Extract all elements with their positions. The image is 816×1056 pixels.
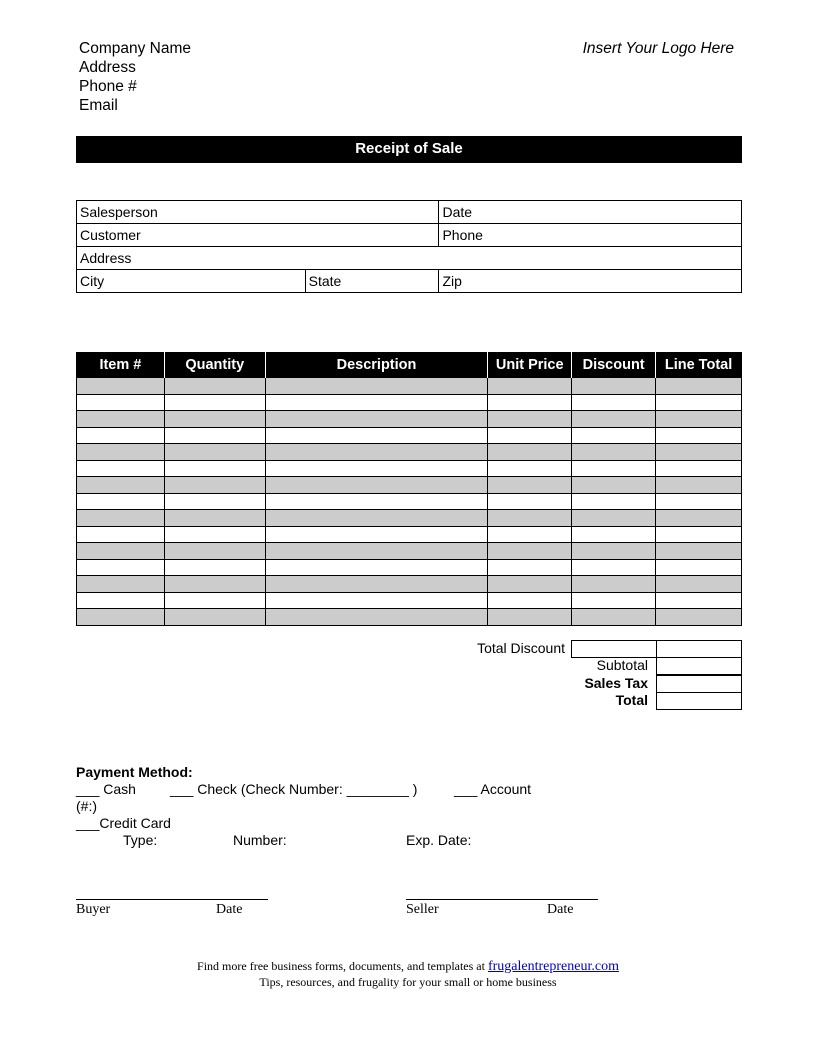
date-field[interactable]: Date (439, 201, 742, 224)
cell-unit-price[interactable] (488, 493, 572, 510)
buyer-date-label: Date (216, 902, 243, 917)
cell-description[interactable] (265, 444, 488, 461)
cell-unit-price[interactable] (488, 460, 572, 477)
company-block (79, 39, 191, 115)
items-header-row (77, 352, 742, 378)
seller-date-label: Date (547, 902, 574, 917)
cell-discount[interactable] (572, 378, 656, 395)
cell-discount[interactable] (572, 394, 656, 411)
salesperson-field[interactable]: Salesperson (77, 201, 439, 224)
cell-discount[interactable] (572, 477, 656, 494)
cell-item-number[interactable] (77, 510, 165, 527)
cell-unit-price[interactable] (488, 427, 572, 444)
seller-label: Seller (406, 902, 439, 917)
cell-description[interactable] (265, 609, 488, 626)
total-discount-label: Total Discount (477, 640, 565, 656)
cell-description[interactable] (265, 576, 488, 593)
cell-item-number[interactable] (77, 460, 165, 477)
buyer-label: Buyer (76, 902, 111, 917)
cell-discount[interactable] (572, 510, 656, 527)
table-row (77, 510, 742, 527)
table-row (77, 559, 742, 576)
footer-link[interactable]: frugalentrepreneur.com (487, 959, 619, 974)
cell-item-number[interactable] (77, 444, 165, 461)
cell-unit-price[interactable] (488, 510, 572, 527)
cell-line-total[interactable] (656, 526, 742, 543)
items-table (76, 352, 742, 626)
cell-description[interactable] (265, 394, 488, 411)
cell-line-total[interactable] (656, 411, 742, 428)
cell-quantity[interactable] (164, 592, 265, 609)
buyer-signature-line[interactable] (76, 899, 268, 900)
cell-line-total[interactable] (656, 444, 742, 461)
footer-line-2: Tips, resources, and frugality for your small or home business (259, 975, 557, 989)
table-row (77, 411, 742, 428)
company-phone: Phone # (79, 78, 137, 95)
cell-line-total[interactable] (656, 559, 742, 576)
cell-unit-price[interactable] (488, 559, 572, 576)
seller-signature-line[interactable] (406, 899, 598, 900)
table-row (77, 444, 742, 461)
cell-description[interactable] (265, 378, 488, 395)
table-row (77, 427, 742, 444)
total-value-cell[interactable] (656, 692, 742, 710)
cell-description[interactable] (265, 460, 488, 477)
table-row (77, 378, 742, 395)
table-row (77, 526, 742, 543)
subtotal-label: Subtotal (596, 657, 648, 673)
column-header-discount: Discount (572, 352, 656, 378)
cell-unit-price[interactable] (488, 609, 572, 626)
column-header-item-number: Item # (77, 352, 165, 378)
payment-credit-card-option[interactable]: ___Credit Card (76, 815, 171, 831)
cell-item-number[interactable] (77, 378, 165, 395)
cell-line-total[interactable] (656, 510, 742, 527)
customer-field[interactable]: Customer (77, 224, 439, 247)
payment-check-option[interactable]: ___ Check (Check Number: ________ ) (170, 781, 418, 797)
cell-line-total[interactable] (656, 493, 742, 510)
table-row (77, 576, 742, 593)
cell-item-number[interactable] (77, 559, 165, 576)
cell-quantity[interactable] (164, 477, 265, 494)
cell-quantity[interactable] (164, 526, 265, 543)
total-label: Total (615, 692, 648, 708)
cell-item-number[interactable] (77, 411, 165, 428)
table-row (77, 394, 742, 411)
cell-unit-price[interactable] (488, 394, 572, 411)
cell-unit-price[interactable] (488, 378, 572, 395)
cell-item-number[interactable] (77, 609, 165, 626)
cell-item-number[interactable] (77, 394, 165, 411)
credit-card-number-label: Number: (233, 832, 287, 848)
table-row (77, 543, 742, 560)
logo-placeholder: Insert Your Logo Here (582, 40, 734, 57)
document-title: Receipt of Sale (76, 136, 742, 163)
cell-description[interactable] (265, 526, 488, 543)
items-body (77, 378, 742, 626)
cell-quantity[interactable] (164, 411, 265, 428)
footer-text: Find more free business forms, documents, and templates at (197, 959, 488, 973)
column-header-line-total: Line Total (656, 352, 742, 378)
column-header-unit-price: Unit Price (488, 352, 572, 378)
cell-item-number[interactable] (77, 576, 165, 593)
city-field[interactable]: City (77, 270, 306, 293)
cell-item-number[interactable] (77, 493, 165, 510)
cell-line-total[interactable] (656, 394, 742, 411)
state-field[interactable]: State (305, 270, 439, 293)
cell-discount[interactable] (572, 576, 656, 593)
payment-method-heading: Payment Method: (76, 764, 193, 780)
cell-item-number[interactable] (77, 477, 165, 494)
cell-discount[interactable] (572, 592, 656, 609)
cell-description[interactable] (265, 427, 488, 444)
cell-quantity[interactable] (164, 444, 265, 461)
cell-line-total[interactable] (656, 427, 742, 444)
table-row (77, 477, 742, 494)
cell-unit-price[interactable] (488, 477, 572, 494)
cell-unit-price[interactable] (488, 576, 572, 593)
company-name: Company Name (79, 40, 191, 57)
cell-discount[interactable] (572, 543, 656, 560)
credit-card-type-label: Type: (123, 832, 158, 848)
cell-description[interactable] (265, 559, 488, 576)
company-email: Email (79, 97, 118, 114)
sales-tax-value-cell[interactable] (656, 675, 742, 693)
cell-item-number[interactable] (77, 526, 165, 543)
cell-discount[interactable] (572, 493, 656, 510)
cell-discount[interactable] (572, 444, 656, 461)
cell-quantity[interactable] (164, 460, 265, 477)
cell-item-number[interactable] (77, 427, 165, 444)
cell-item-number[interactable] (77, 592, 165, 609)
cell-unit-price[interactable] (488, 411, 572, 428)
subtotal-value-cell[interactable] (656, 657, 742, 675)
cell-unit-price[interactable] (488, 592, 572, 609)
total-discount-value-cell[interactable] (656, 640, 742, 658)
credit-card-exp-date-label: Exp. Date: (406, 832, 472, 848)
table-row (77, 609, 742, 626)
cell-quantity[interactable] (164, 493, 265, 510)
cell-unit-price[interactable] (488, 444, 572, 461)
cell-discount[interactable] (572, 526, 656, 543)
cell-quantity[interactable] (164, 427, 265, 444)
cell-discount[interactable] (572, 460, 656, 477)
total-discount-discount-cell[interactable] (571, 640, 657, 658)
footer-line-1 (0, 958, 816, 975)
address-field[interactable]: Address (77, 247, 742, 270)
cell-line-total[interactable] (656, 543, 742, 560)
cell-description[interactable] (265, 477, 488, 494)
table-row (77, 460, 742, 477)
payment-account-number: (#:) (76, 798, 97, 814)
cell-line-total[interactable] (656, 609, 742, 626)
phone-field[interactable]: Phone (439, 224, 742, 247)
cell-quantity[interactable] (164, 510, 265, 527)
column-header-quantity: Quantity (164, 352, 265, 378)
cell-description[interactable] (265, 493, 488, 510)
cell-unit-price[interactable] (488, 526, 572, 543)
cell-line-total[interactable] (656, 592, 742, 609)
cell-quantity[interactable] (164, 576, 265, 593)
table-row (77, 592, 742, 609)
cell-quantity[interactable] (164, 394, 265, 411)
sales-tax-label: Sales Tax (584, 675, 648, 691)
cell-unit-price[interactable] (488, 543, 572, 560)
customer-info-table (76, 200, 742, 293)
cell-discount[interactable] (572, 559, 656, 576)
cell-line-total[interactable] (656, 460, 742, 477)
cell-line-total[interactable] (656, 576, 742, 593)
cell-quantity[interactable] (164, 559, 265, 576)
cell-discount[interactable] (572, 427, 656, 444)
cell-line-total[interactable] (656, 378, 742, 395)
cell-discount[interactable] (572, 411, 656, 428)
payment-cash-option[interactable]: ___ Cash (76, 781, 136, 797)
cell-quantity[interactable] (164, 609, 265, 626)
cell-description[interactable] (265, 510, 488, 527)
column-header-description: Description (265, 352, 488, 378)
cell-description[interactable] (265, 543, 488, 560)
cell-description[interactable] (265, 411, 488, 428)
cell-quantity[interactable] (164, 378, 265, 395)
cell-item-number[interactable] (77, 543, 165, 560)
zip-field[interactable]: Zip (439, 270, 742, 293)
cell-description[interactable] (265, 592, 488, 609)
table-row (77, 493, 742, 510)
cell-line-total[interactable] (656, 477, 742, 494)
cell-discount[interactable] (572, 609, 656, 626)
payment-account-option[interactable]: ___ Account (454, 781, 532, 797)
company-address: Address (79, 59, 136, 76)
cell-quantity[interactable] (164, 543, 265, 560)
